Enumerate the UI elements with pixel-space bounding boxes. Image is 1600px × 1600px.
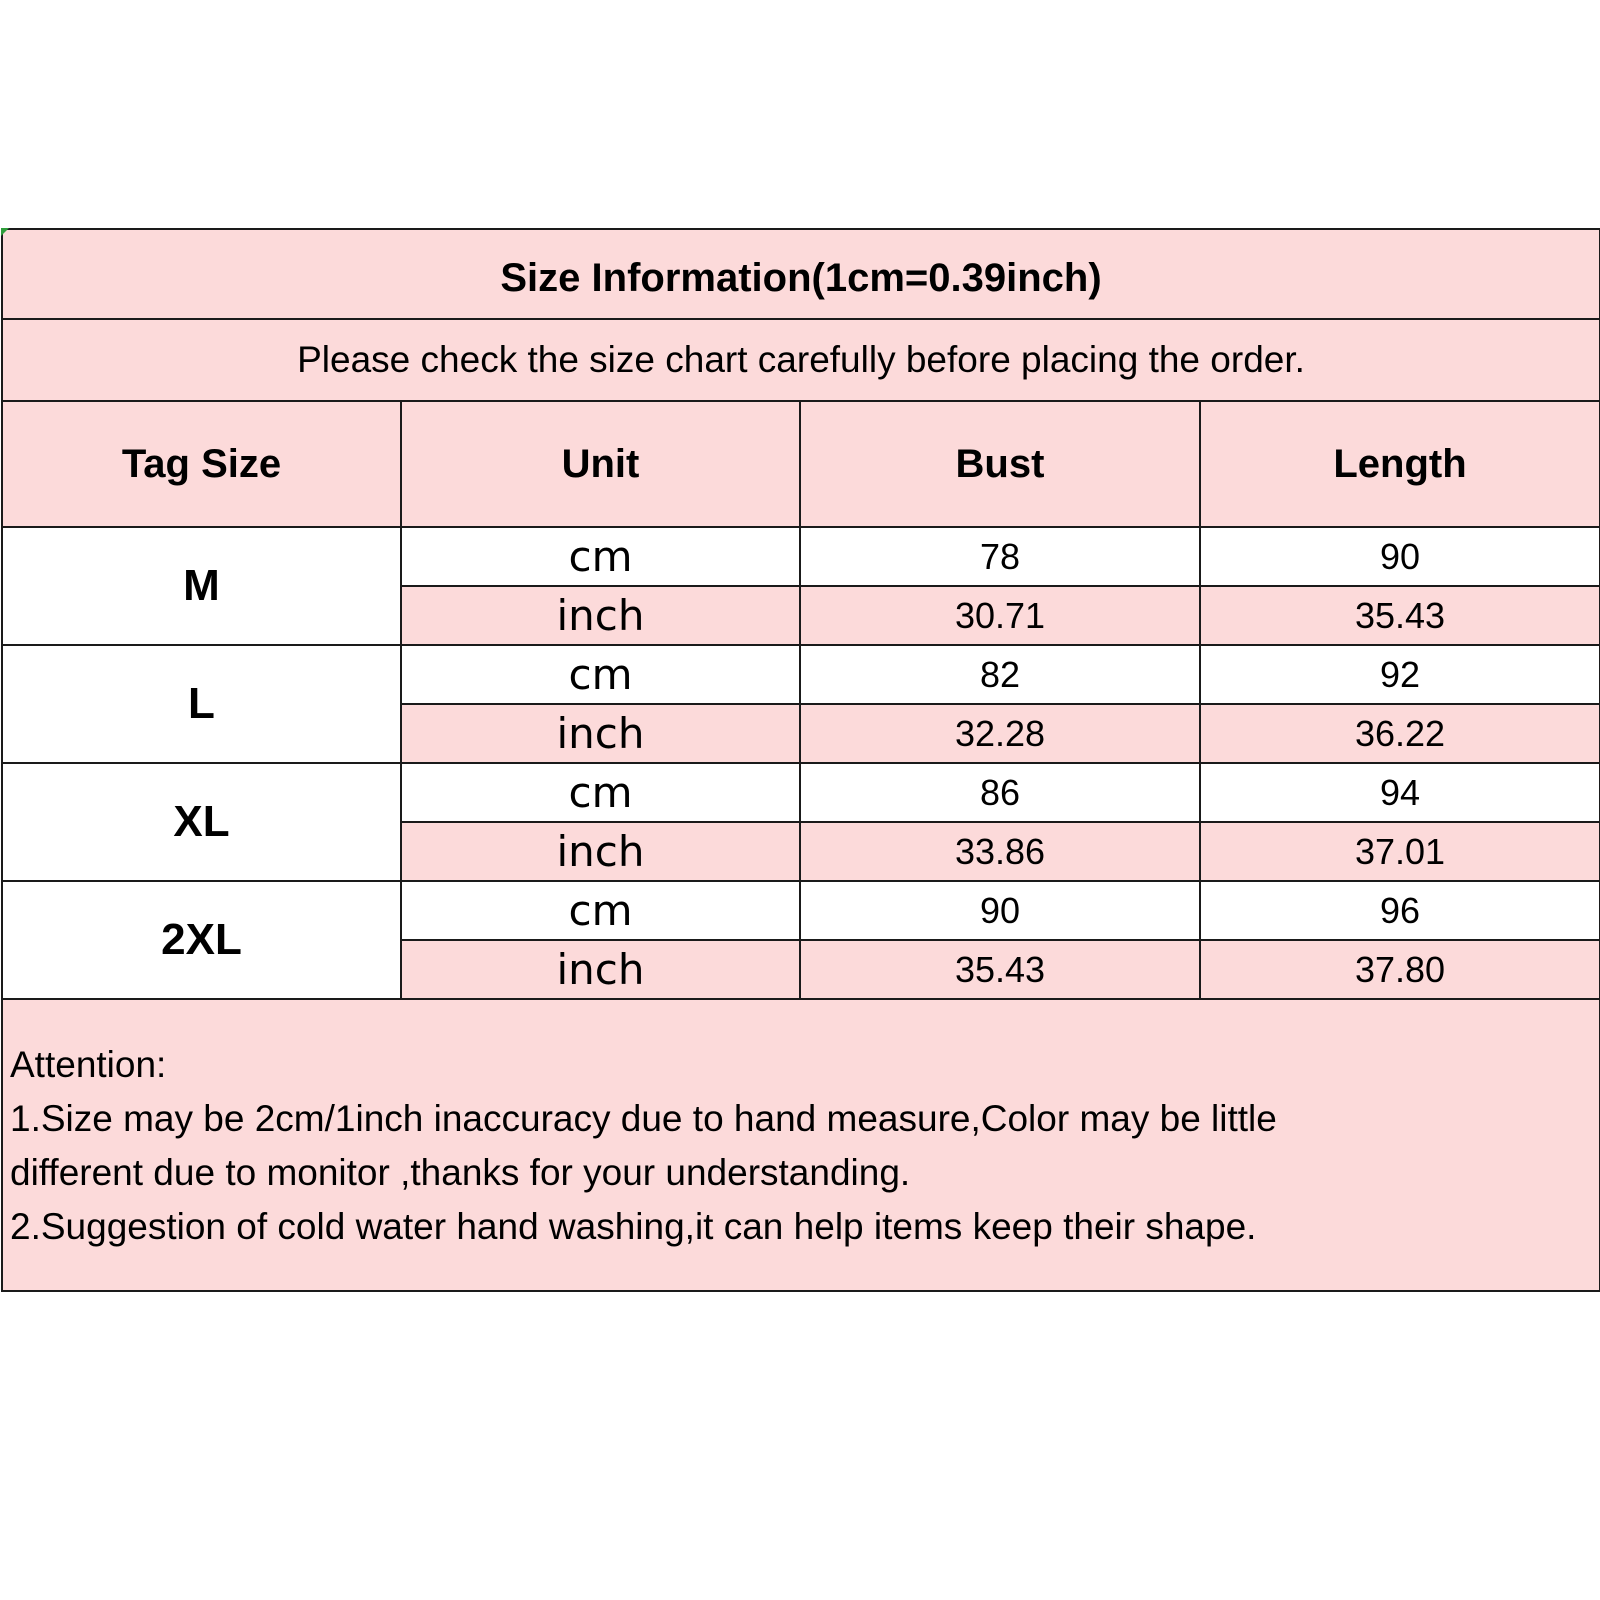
bust-value: 82 <box>800 645 1200 704</box>
table-row <box>2 527 1600 586</box>
length-value: 90 <box>1200 527 1600 586</box>
bust-value: 33.86 <box>800 822 1200 881</box>
unit-cell: inch <box>401 586 800 645</box>
attention-row <box>2 999 1600 1291</box>
length-value: 96 <box>1200 881 1600 940</box>
table-title: Size Information(1cm=0.39inch) <box>2 229 1600 319</box>
header-bust: Bust <box>800 401 1200 527</box>
table-row <box>2 763 1600 822</box>
header-length: Length <box>1200 401 1600 527</box>
header-row <box>2 401 1600 527</box>
title-row <box>2 229 1600 319</box>
unit-cell: cm <box>401 881 800 940</box>
attention-line: 2.Suggestion of cold water hand washing,it can help items keep their shape. <box>10 1206 1257 1247</box>
bust-value: 86 <box>800 763 1200 822</box>
table-row <box>2 645 1600 704</box>
unit-cell: cm <box>401 645 800 704</box>
size-label: L <box>2 645 401 763</box>
unit-cell: cm <box>401 763 800 822</box>
bust-value: 78 <box>800 527 1200 586</box>
length-value: 37.80 <box>1200 940 1600 999</box>
size-chart-table <box>1 228 1600 1292</box>
bust-value: 30.71 <box>800 586 1200 645</box>
bust-value: 35.43 <box>800 940 1200 999</box>
header-unit: Unit <box>401 401 800 527</box>
size-label: XL <box>2 763 401 881</box>
unit-cell: inch <box>401 940 800 999</box>
header-tag-size: Tag Size <box>2 401 401 527</box>
attention-heading: Attention: <box>10 1044 167 1085</box>
bust-value: 90 <box>800 881 1200 940</box>
table-subtitle: Please check the size chart carefully before placing the order. <box>2 319 1600 401</box>
table-row <box>2 881 1600 940</box>
size-label: M <box>2 527 401 645</box>
length-value: 35.43 <box>1200 586 1600 645</box>
length-value: 94 <box>1200 763 1600 822</box>
attention-line: different due to monitor ,thanks for your understanding. <box>10 1152 911 1193</box>
attention-line: 1.Size may be 2cm/1inch inaccuracy due to hand measure,Color may be little <box>10 1098 1277 1139</box>
unit-cell: inch <box>401 822 800 881</box>
length-value: 36.22 <box>1200 704 1600 763</box>
unit-cell: cm <box>401 527 800 586</box>
length-value: 92 <box>1200 645 1600 704</box>
attention-notes <box>2 999 1600 1291</box>
subtitle-row <box>2 319 1600 401</box>
size-label: 2XL <box>2 881 401 999</box>
cell-corner-marker <box>1 228 9 236</box>
unit-cell: inch <box>401 704 800 763</box>
length-value: 37.01 <box>1200 822 1600 881</box>
bust-value: 32.28 <box>800 704 1200 763</box>
